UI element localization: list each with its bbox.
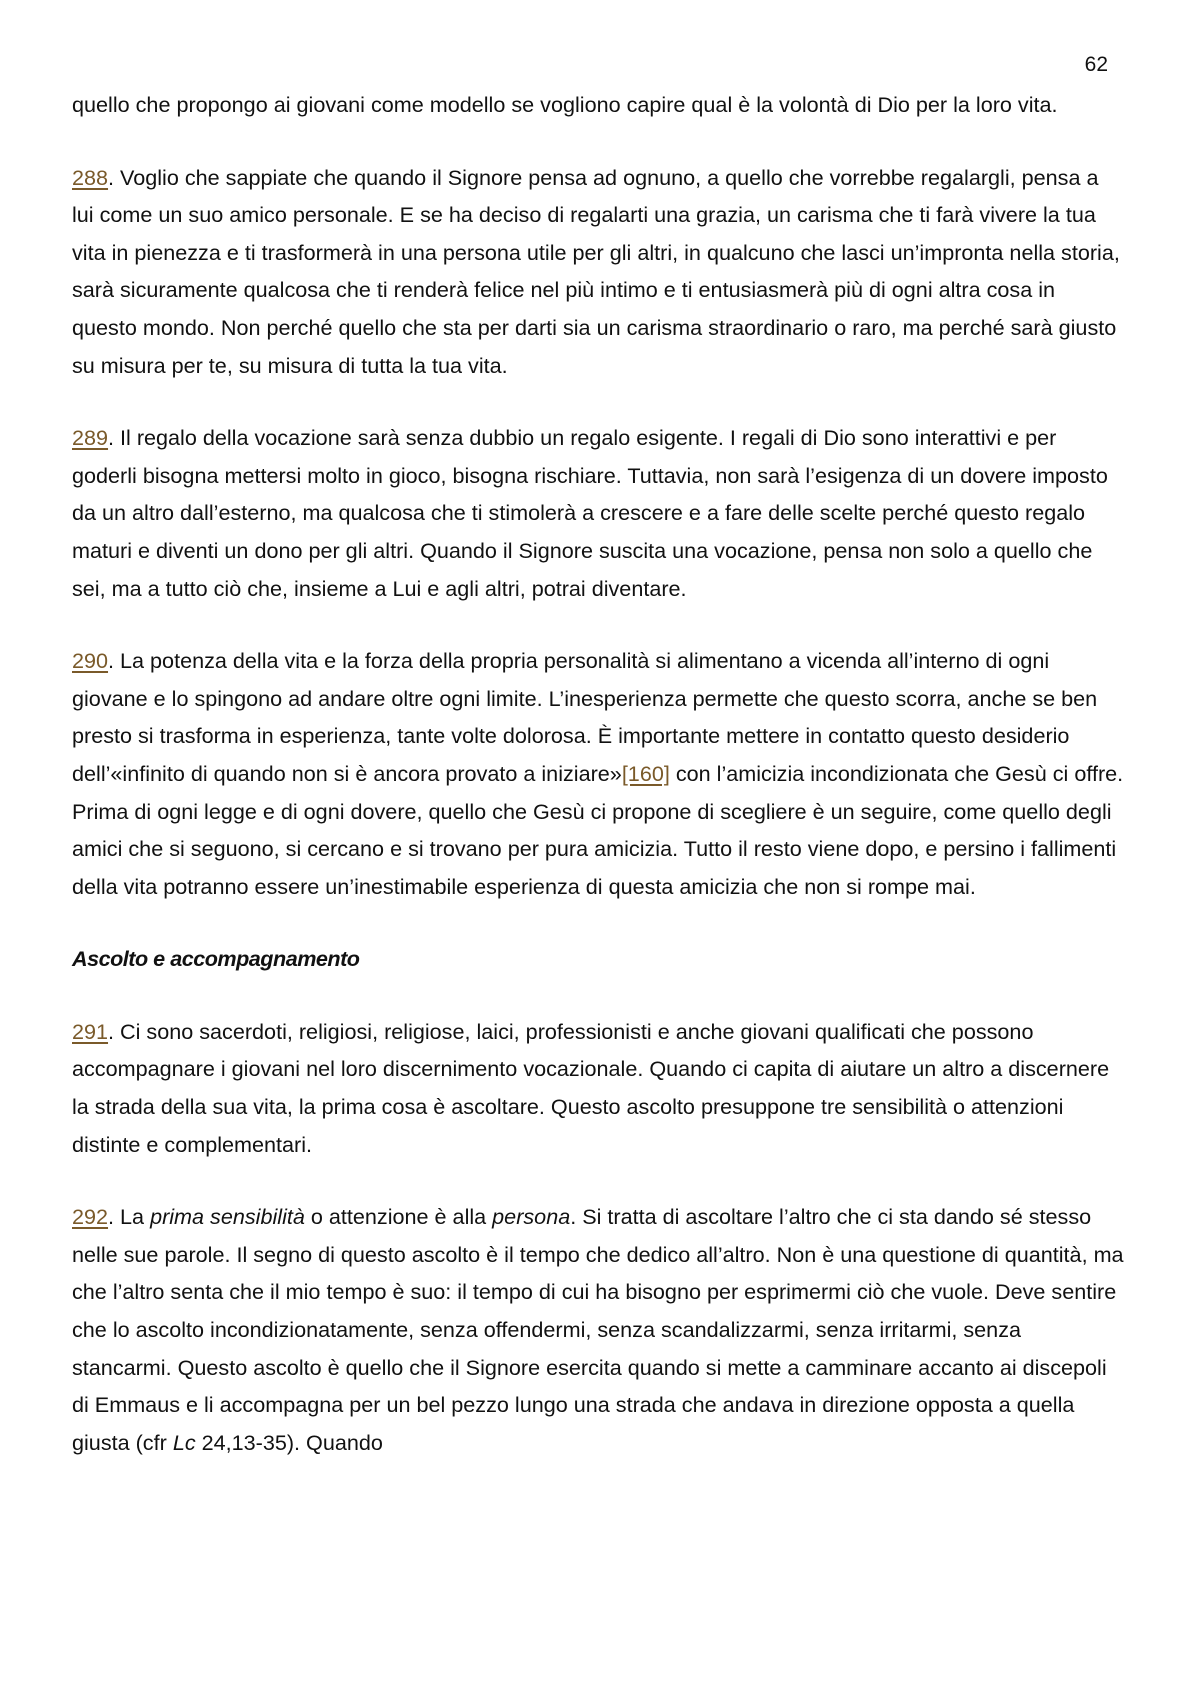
paragraph-291 [72, 1013, 1124, 1163]
emphasis-text: Lc [172, 1429, 196, 1455]
paragraph-text: o attenzione è alla [304, 1204, 493, 1230]
paragraph-number-link[interactable]: 290 [72, 648, 109, 674]
paragraph-text: . Il regalo della vocazione sarà senza dubbio un regalo esigente. I regali di Dio sono interattivi e per goderli bisogna mettersi molto in gioco, bisogna rischiare. Tuttavia, non sarà l’esigenza di un dovere imposto da un altro dall’esterno, ma qualcosa che ti stimolerà a crescere e a fare delle scelte perché questo regalo maturi e diventi un dono per gli altri. Quando il Signore suscita una vocazione, pensa non solo a quello che sei, ma a tutto ciò che, insieme a Lui e agli altri, potrai diventare. [72, 425, 1108, 601]
paragraph-text: . La [108, 1204, 151, 1230]
paragraph-number-link[interactable]: 291 [72, 1018, 109, 1044]
paragraph-continuation [72, 86, 1124, 124]
paragraph-text: con l’amicizia incondizionata che Gesù ci offre. Prima di ogni legge e di ogni dovere, quello che Gesù ci propone di scegliere è un seguire, come quello degli amici che si seguono, si cercano e si trovano per pura amicizia. Tutto il resto viene dopo, e persino i fallimenti della vita potranno essere un’inestimabile esperienza di questa amicizia che non si rompe mai. [72, 760, 1124, 899]
paragraph-text: . Ci sono sacerdoti, religiosi, religiose, laici, professionisti e anche giovani qualificati che possono accompagnare i giovani nel loro discernimento vocazionale. Quando ci capita di aiutare un altro a discernere la strada della sua vita, la prima cosa è ascoltare. Questo ascolto presuppone tre sensibilità o attenzioni distinte e complementari. [72, 1018, 1110, 1157]
paragraph-text: 24,13-35). Quando [195, 1429, 383, 1455]
document-body [72, 86, 1124, 1496]
paragraph-288 [72, 159, 1124, 385]
paragraph-number-link[interactable]: 292 [72, 1204, 109, 1230]
paragraph-text: . La potenza della vita e la forza della propria personalità si alimentano a vicenda all’interno di ogni giovane e lo spingono ad andare oltre ogni limite. L’inesperienza permette che questo scorra, anche se ben presto si trasforma in esperienza, tante volte dolorosa. È importante mettere in contatto questo desiderio dell’«infinito di quando non si è ancora provato a iniziare» [72, 648, 1098, 786]
page-number: 62 [1084, 53, 1108, 76]
emphasis-text: prima sensibilità [150, 1204, 305, 1230]
emphasis-text: persona [492, 1204, 571, 1230]
paragraph-number-link[interactable]: 289 [72, 425, 109, 451]
paragraph-text: . Si tratta di ascoltare l’altro che ci sta dando sé stesso nelle sue parole. Il segno di questo ascolto è il tempo che dedico all’altro. Non è una questione di quantità, ma che l’altro senta che il mio tempo è suo: il tempo di cui ha bisogno per esprimermi ciò che vuole. Deve sentire che lo ascolto incondizionatamente, senza offendermi, senza scandalizzarmi, senza irritarmi, senza stancarmi. Questo ascolto è quello che il Signore esercita quando si mette a camminare accanto ai discepoli di Emmaus e li accompagna per un bel pezzo lungo una strada che andava in direzione opposta a quella giusta (cfr [72, 1204, 1124, 1455]
paragraph-292 [72, 1198, 1124, 1461]
footnote-link[interactable]: [160] [621, 760, 670, 786]
paragraph-290 [72, 642, 1124, 905]
paragraph-text: quello che propongo ai giovani come modello se vogliono capire qual è la volontà di Dio per la loro vita. [72, 92, 1058, 117]
paragraph-289 [72, 419, 1124, 607]
paragraph-text: . Voglio che sappiate che quando il Signore pensa ad ognuno, a quello che vorrebbe regalargli, pensa a lui come un suo amico personale. E se ha deciso di regalarti una grazia, un carisma che ti farà vivere la tua vita in pienezza e ti trasformerà in una persona utile per gli altri, in qualcuno che lasci un’impronta nella storia, sarà sicuramente qualcosa che ti renderà felice nel più intimo e ti entusiasmerà più di ogni altra cosa in questo mondo. Non perché quello che sta per darti sia un carisma straordinario o raro, ma perché sarà giusto su misura per te, su misura di tutta la tua vita. [72, 164, 1120, 378]
paragraph-number-link[interactable]: 288 [72, 164, 109, 190]
section-heading: Ascolto e accompagnamento [72, 946, 360, 972]
